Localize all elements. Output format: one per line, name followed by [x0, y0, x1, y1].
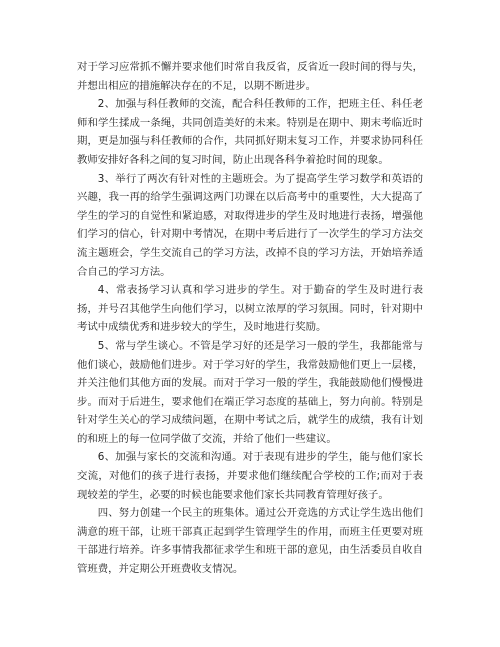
- paragraph-4: 4、常表扬学习认真和学习进步的学生。对于勤奋的学生及时进行表扬，并号召其他学生向他们学习，以树立浓厚的学习氛围。同时，针对期中考试中成绩优秀和进步较大的学生，及时地进行奖励。: [77, 284, 423, 334]
- document-body: [77, 58, 423, 579]
- paragraph-7: 四、努力创建一个民主的班集体。通过公开竞选的方式让学生选出他们满意的班干部，让班干部真正起到学生管理学生的作用，而班主任更要对班干部进行培养。许多事情我都征求学生和班干部的意见，由生活委员自收自管班费，并定期公开班费收支情况。: [77, 507, 423, 576]
- paragraph-5: 5、常与学生谈心。不管是学习好的还是学习一般的学生，我都能常与他们谈心，鼓励他们进步。对于学习好的学生，我常鼓励他们更上一层楼，并关注他们其他方面的发展。而对于学习一般的学生，我能鼓励他们慢慢进步。而对于后进生，要求他们在端正学习态度的基础上，努力向前。特别是针对学生关心的学习成绩问题，在期中考试之后，就学生的成绩，我有计划的和班上的每一位同学做了交流，并给了他们一些建议。: [77, 339, 423, 445]
- paragraph-3: 3、举行了两次有针对性的主题班会。为了提高学生学习数学和英语的兴趣，我一再的给学生强调这两门功课在以后高考中的重要性，大大提高了学生的学习的自觉性和紧迫感，对取得进步的学生及时地进行表扬，增强他们学习的信心，针对期中考情况，在期中考后进行了一次学生的学习方法交流主题班会，学生交流自己的学习方法，改掉不良的学习方法，开始培养适合自己的学习方法。: [77, 172, 423, 278]
- paragraph-6: 6、加强与家长的交流和沟通。对于表现有进步的学生，能与他们家长交流，对他们的孩子进行表扬，并要求他们继续配合学校的工作;而对于表现较差的学生，必要的时候也能要求他们家长共同教育管理好孩子。: [77, 451, 423, 501]
- paragraph-2: 2、加强与科任教师的交流，配合科任教师的工作，把班主任、科任老师和学生揉成一条绳，共同创造美好的未来。特别是在期中、期末考临近时期，更是加强与科任教师的合作，共同抓好期末复习工作，并要求协同科任教师安排好各科之间的复习时间，防止出现各科争着抢时间的现象。: [77, 98, 423, 166]
- paragraph-1: 对于学习应常抓不懈并要求他们时常自我反省，反省近一段时间的得与失，并想出相应的措施解决存在的不足，以期不断进步。: [77, 61, 423, 92]
